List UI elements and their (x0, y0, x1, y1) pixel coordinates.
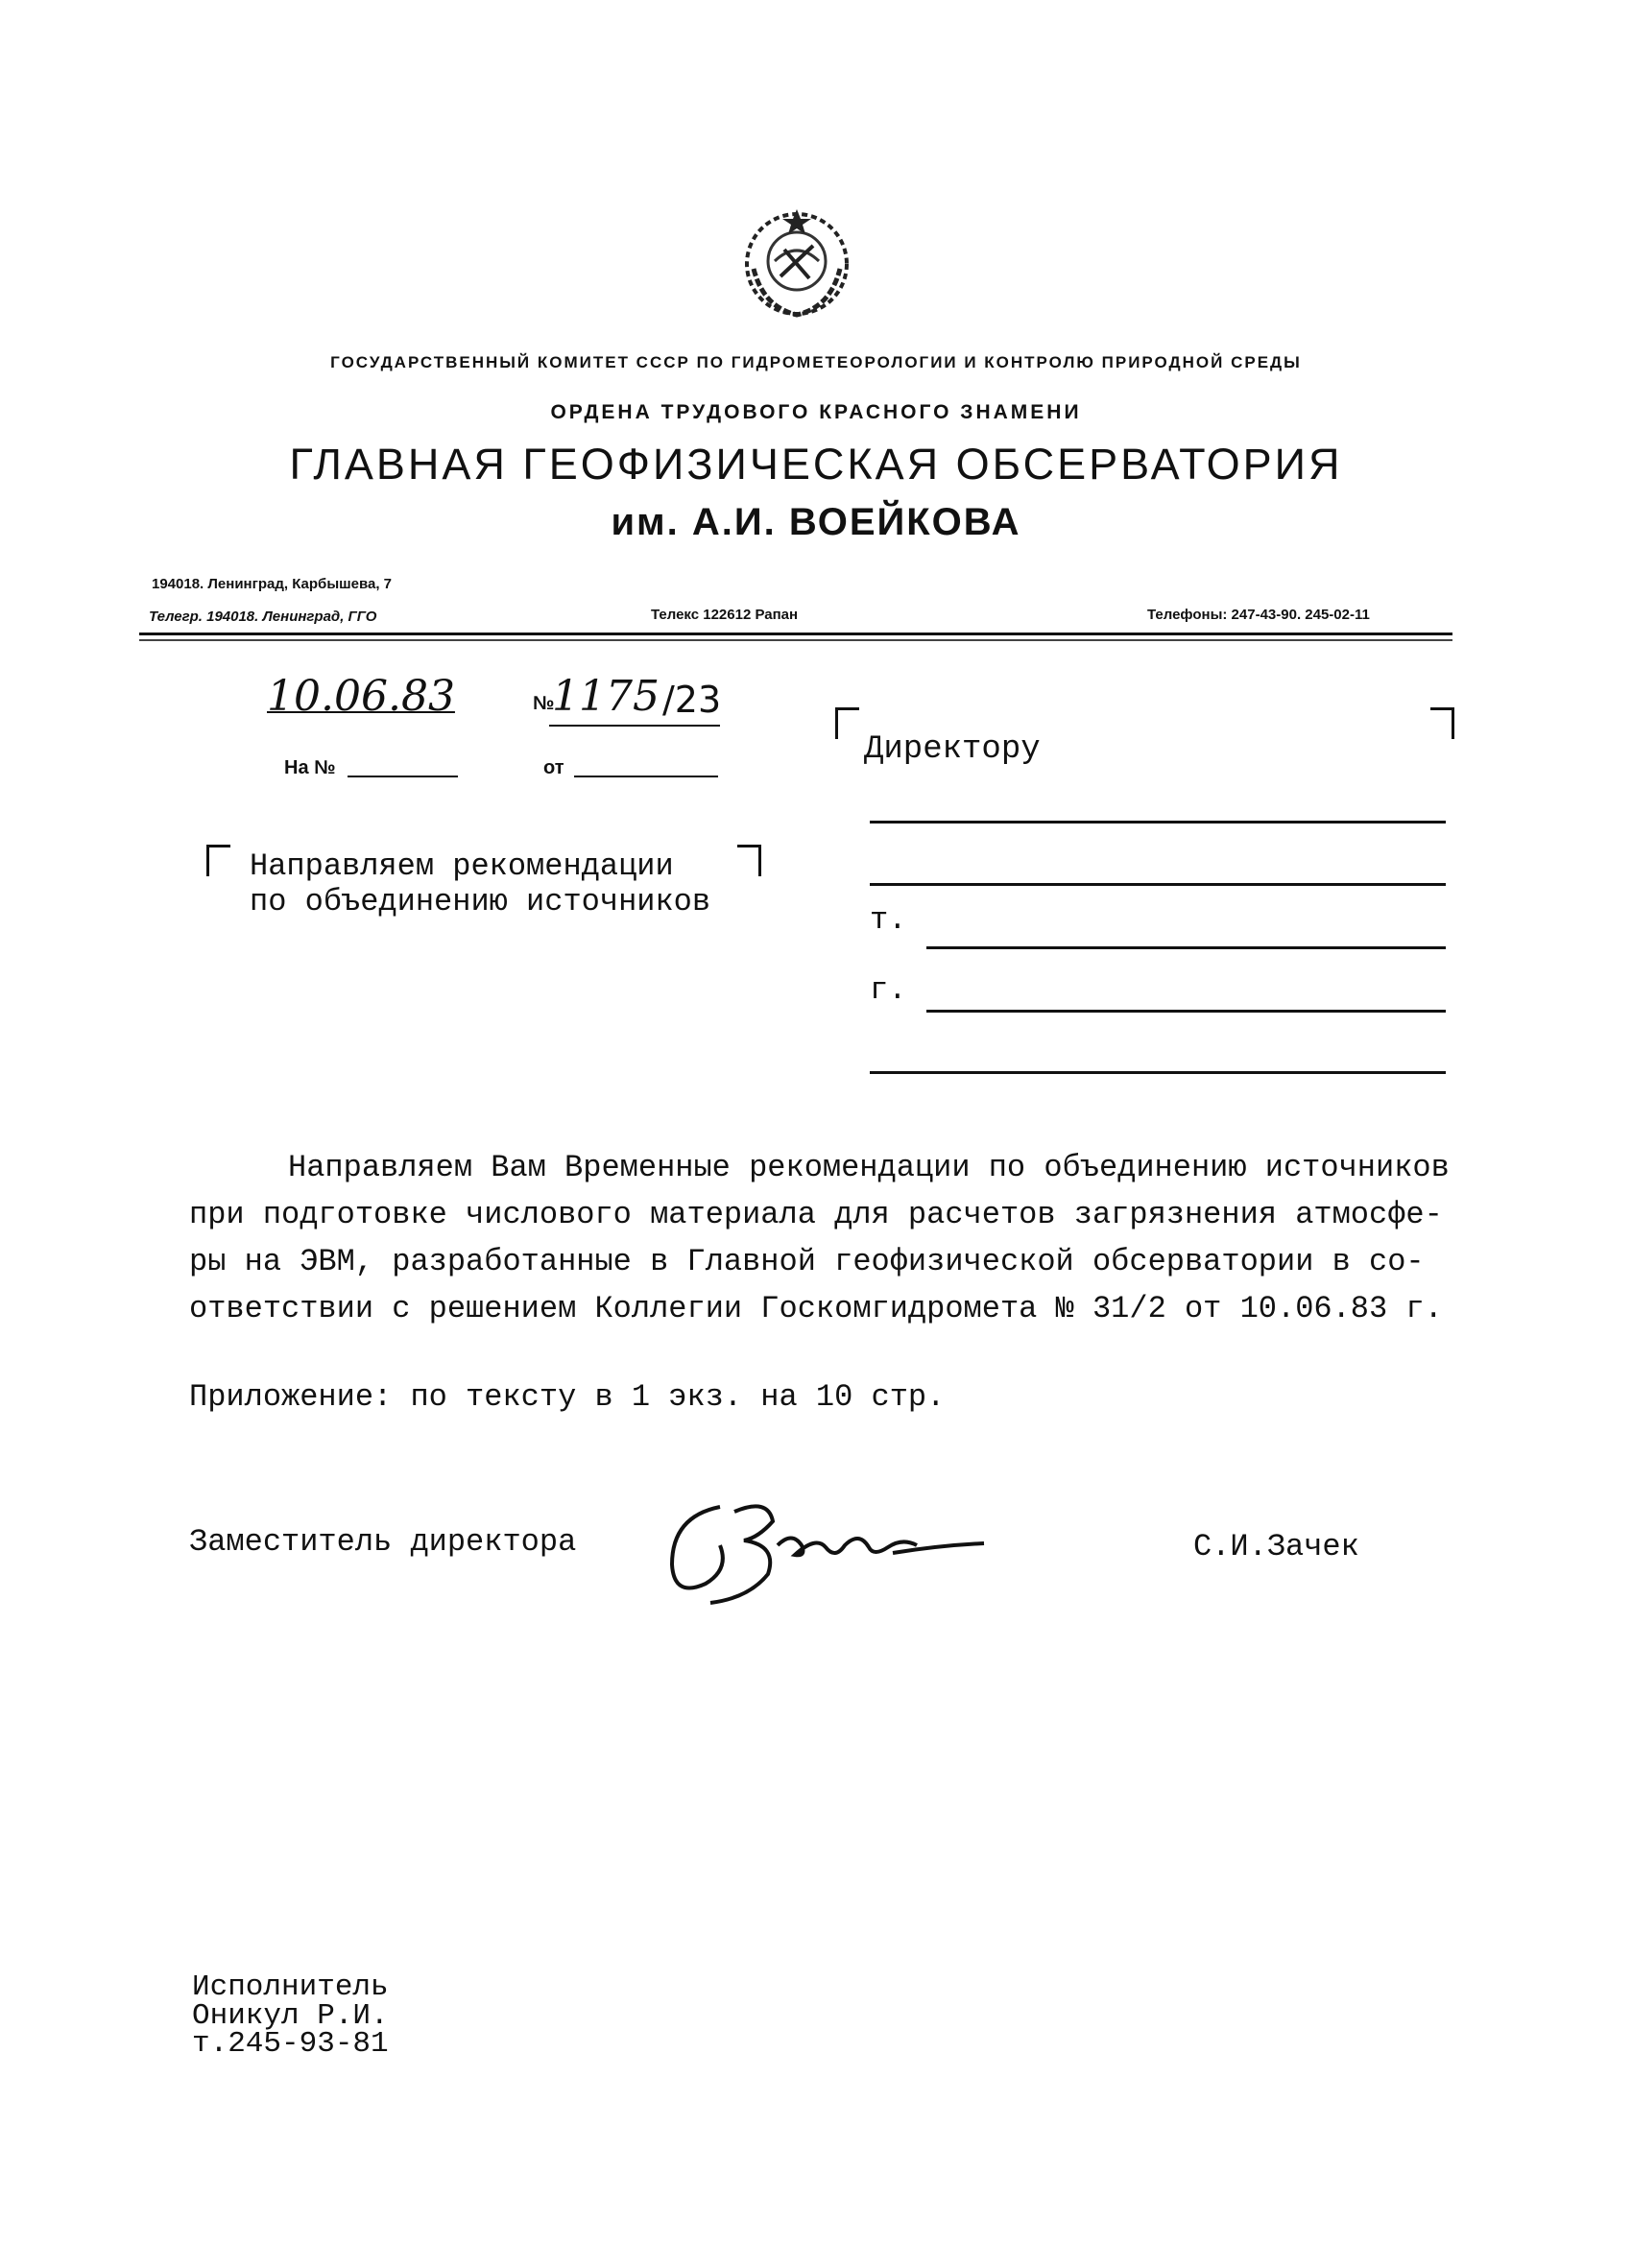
reply-to-number-line (348, 776, 458, 777)
body-line: ответствии с решением Коллегии Госкомгидромета № 31/2 от 10.06.83 г. (189, 1291, 1443, 1326)
signatory-position: Заместитель директора (189, 1524, 577, 1560)
letter-date: 10.06.83 (267, 672, 455, 721)
body-line: ры на ЭВМ, разработанные в Главной геофизической обсерватории в со- (189, 1244, 1425, 1279)
attachment-note: Приложение: по тексту в 1 экз. на 10 стр. (189, 1379, 946, 1415)
subject: Направляем рекомендации по объединению источников (250, 848, 711, 919)
org-line-committee: ГОСУДАРСТВЕННЫЙ КОМИТЕТ СССР ПО ГИДРОМЕТЕОРОЛОГИИ И КОНТРОЛЮ ПРИРОДНОЙ СРЕДЫ (330, 353, 1302, 371)
number-label: № (533, 693, 555, 714)
subject-corner-left (206, 845, 230, 876)
header-rule-secondary (139, 639, 1452, 641)
org-title: ГЛАВНАЯ ГЕОФИЗИЧЕСКАЯ ОБСЕРВАТОРИЯ (289, 440, 1343, 489)
addressee-corner-right (1430, 707, 1454, 739)
addressee-t-label: т. (870, 902, 907, 938)
addressee-title: Директору (864, 731, 1041, 768)
phones: Телефоны: 247-43-90. 245-02-11 (1147, 607, 1370, 623)
executor-name: Оникул Р.И. (192, 1999, 389, 2033)
subject-corner-right (737, 845, 761, 876)
letter-number: 1175 (552, 672, 660, 721)
addressee-line-1 (870, 821, 1446, 824)
addressee-line-g (926, 1010, 1446, 1013)
ussr-emblem-icon (734, 202, 859, 326)
executor-phone: т.245-93-81 (192, 2027, 389, 2061)
addressee-line-5 (870, 1071, 1446, 1074)
number-underline (549, 725, 720, 727)
reply-to-number-label: На № (284, 757, 336, 778)
org-line-order: ОРДЕНА ТРУДОВОГО КРАСНОГО ЗНАМЕНИ (550, 401, 1082, 423)
addressee-g-label: г. (870, 972, 907, 1008)
addressee-line-2 (870, 883, 1446, 886)
header-rule (139, 633, 1452, 635)
telegraph-address: Телегр. 194018. Ленинград, ГГО (149, 609, 377, 625)
reply-to-date-label: от (543, 757, 564, 778)
body-line: при подготовке числового материала для расчетов загрязнения атмосфе- (189, 1197, 1443, 1232)
body-line: Направляем Вам Временные рекомендации по объединению источников (288, 1150, 1450, 1185)
addressee-line-t (926, 946, 1446, 949)
addressee-corner-left (835, 707, 859, 739)
letter-number-suffix: /23 (662, 679, 722, 721)
telex: Телекс 122612 Рапан (651, 607, 799, 623)
reply-to-date-line (574, 776, 718, 777)
handwritten-signature (653, 1478, 1008, 1622)
org-subtitle: им. А.И. ВОЕЙКОВА (611, 501, 1021, 543)
executor-label: Исполнитель (192, 1970, 389, 2004)
postal-address: 194018. Ленинград, Карбышева, 7 (152, 576, 393, 592)
signatory-name: С.И.Зачек (1193, 1529, 1359, 1564)
